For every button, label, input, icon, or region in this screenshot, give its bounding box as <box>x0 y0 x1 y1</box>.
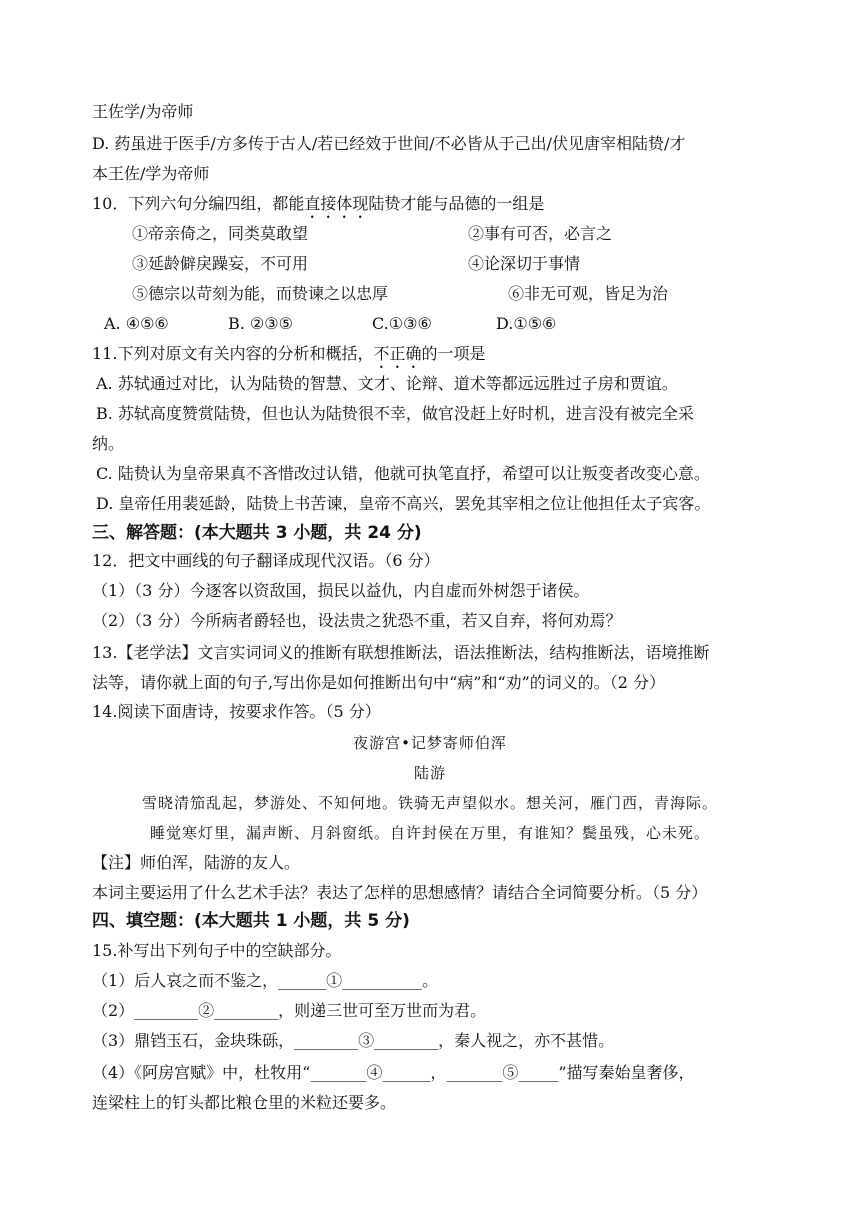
q15-sentence-4-line2: 连梁柱上的钉头都比粮仓里的米粒还要多。 <box>92 1093 397 1112</box>
q11-option-c: C. 陆贽认为皇帝果真不吝惜改过认错，他就可执笔直抒，希望可以让叛变者改变心意。 <box>96 464 710 483</box>
poem-author: 陆游 <box>413 764 446 782</box>
q12-stem: 12．把文中画线的句子翻译成现代汉语。（6 分） <box>92 551 440 570</box>
q10-item-3: ③延龄僻戾躁妄，不可用 <box>132 254 309 273</box>
q10-option-d: D.①⑤⑥ <box>496 314 557 333</box>
q10-item-4: ④论深切于事情 <box>468 254 581 273</box>
q11-stem-part1: 11.下列对原文有关内容的分析和概括， <box>92 344 374 363</box>
q11-option-b-line1: B. 苏轼高度赞赏陆贽，但也认为陆贽很不幸，做官没赶上好时机，进言没有被完全采 <box>96 404 694 423</box>
q9-option-d-line2: 本王佐/学为帝师 <box>92 164 210 183</box>
q10-item-1: ①帝亲倚之，同类莫敢望 <box>132 224 309 243</box>
q9-option-d-line1: D. 药虽进于医手/方多传于古人/若已经效于世间/不必皆从于己出/伏见唐宰相陆贽/才 <box>92 134 686 153</box>
q10-item-2: ②事有可否，必言之 <box>468 224 613 243</box>
q9-option-c-continuation: 王佐学/为帝师 <box>92 102 194 121</box>
poem-note: 【注】师伯浑，陆游的友人。 <box>92 853 301 872</box>
q15-stem: 15.补写出下列句子中的空缺部分。 <box>92 941 342 960</box>
poem-line-1: 雪晓清笳乱起，梦游处、不知何地。铁骑无声望似水。想关河，雁门西，青海际。 <box>141 794 718 812</box>
q10-option-b: B. ②③⑤ <box>228 314 293 333</box>
q11-option-a: A. 苏轼通过对比，认为陆贽的智慧、文才、论辩、道术等都远远胜过子房和贾谊。 <box>96 374 678 393</box>
q14-question: 本词主要运用了什么艺术手法？表达了怎样的思想感情？请结合全词简要分析。（5 分） <box>92 883 708 902</box>
poem-title: 夜游宫•记梦寄师伯浑 <box>353 734 507 752</box>
poem-line-2: 睡觉寒灯里，漏声断、月斜窗纸。自许封侯在万里，有谁知？鬓虽残，心未死。 <box>149 824 710 842</box>
q10-stem <box>92 193 544 222</box>
q15-sentence-1: （1）后人哀之而不鉴之，______①__________。 <box>92 971 439 990</box>
q13-line1: 13.【老学法】文言实词词义的推断有联想推断法，语法推断法，结构推断法，语境推断 <box>92 643 710 662</box>
q12-sentence-1: （1）（3 分）今逐客以资敌国，损民以益仇，内自虚而外树怨于诸侯。 <box>92 581 590 600</box>
q11-stem-emphasis: 不正确 <box>373 344 422 363</box>
q10-option-c: C.①③⑥ <box>372 314 432 333</box>
q11-option-b-line2: 纳。 <box>92 434 125 453</box>
q10-item-5: ⑤德宗以苛刻为能，而贽谏之以忠厚 <box>132 284 389 303</box>
q11-stem <box>92 343 485 372</box>
q11-option-d: D. 皇帝任用裴延龄，陆贽上书苦谏，皇帝不高兴，罢免其宰相之位让他担任太子宾客。 <box>96 494 711 513</box>
q11-stem-part2: 的一项是 <box>421 344 486 363</box>
q15-sentence-2: （2）________②________，则递三世可至万世而为君。 <box>92 1001 487 1020</box>
section-3-title: 三、解答题：(本大题共 3 小题，共 24 分) <box>92 523 422 543</box>
q10-option-a: A. ④⑤⑥ <box>104 314 169 333</box>
q15-sentence-4-line1: （4）《阿房宫赋》中，杜牧用“_______④______，_______⑤_____”描写秦始皇奢侈， <box>92 1063 695 1082</box>
q13-line2: 法等，请你就上面的句子,写出你是如何推断出句中“病”和“劝”的词义的。（2 分） <box>92 673 666 692</box>
q15-sentence-3: （3）鼎铛玉石，金块珠砾，________③________，秦人视之，亦不甚惜。 <box>92 1031 615 1050</box>
q12-sentence-2: （2）（3 分）今所病者爵轻也，设法贵之犹恐不重，若又自弃，将何劝焉？ <box>92 611 622 630</box>
q10-item-6: ⑥非无可观，皆足为治 <box>508 284 669 303</box>
section-4-title: 四、填空题：(本大题共 1 小题，共 5 分) <box>92 911 410 931</box>
q10-stem-emphasis: 直接体现 <box>304 194 369 213</box>
q10-stem-part2: 陆贽才能与品德的一组是 <box>368 194 545 213</box>
q14-stem: 14.阅读下面唐诗，按要求作答。（5 分） <box>92 702 381 721</box>
q10-stem-part1: 10．下列六句分编四组，都能 <box>92 194 305 213</box>
